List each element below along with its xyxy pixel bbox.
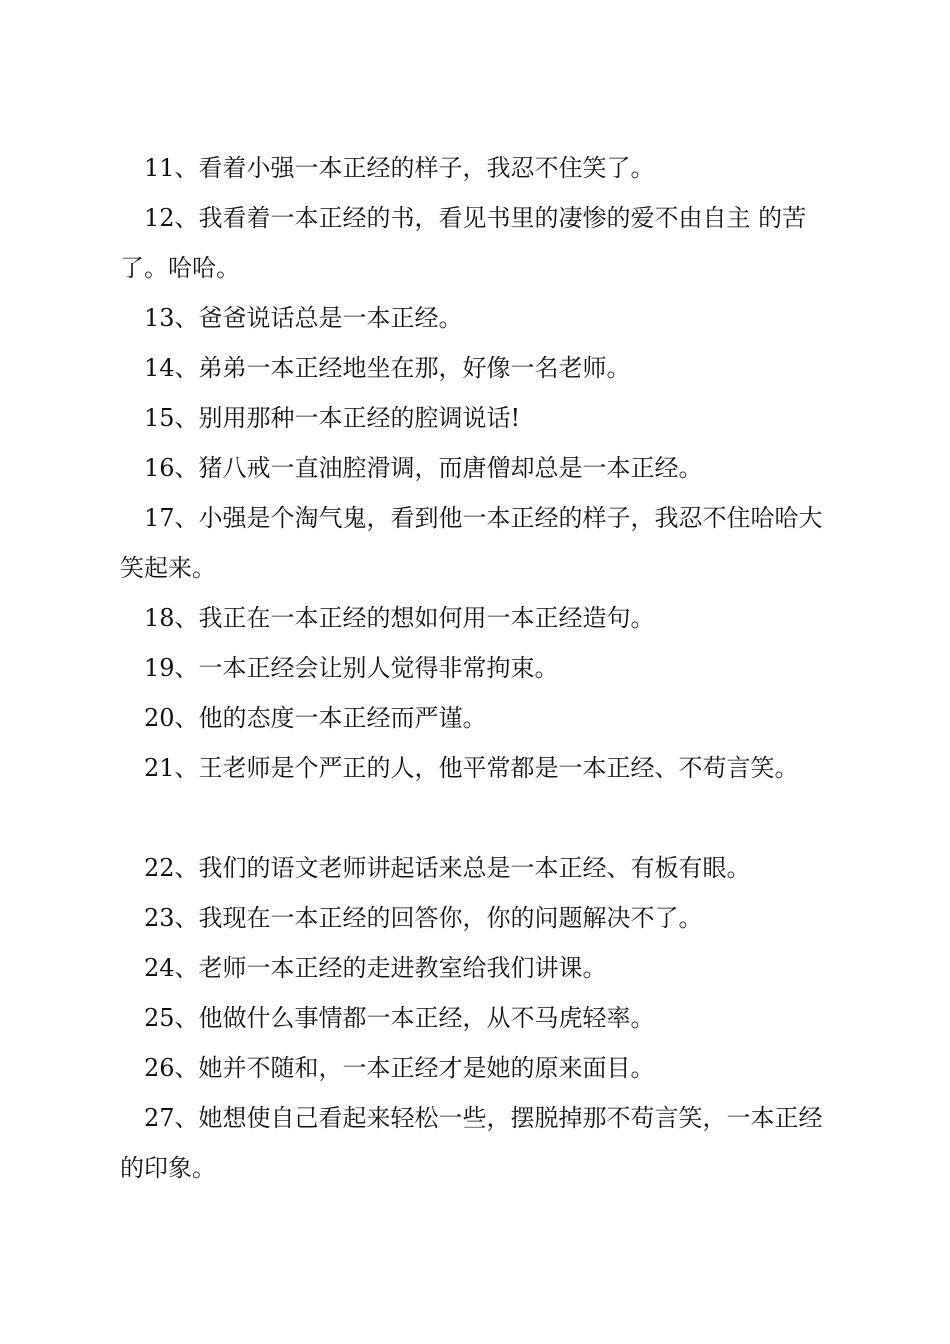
sentence-21: 21、王老师是个严正的人，他平常都是一本正经、不苟言笑。 <box>144 754 799 782</box>
sentence-18: 18、我正在一本正经的想如何用一本正经造句。 <box>144 604 655 632</box>
sentence-13: 13、爸爸说话总是一本正经。 <box>144 304 463 332</box>
sentence-12: 12、我看着一本正经的书，看见书里的凄惨的爱不由自主 的苦了。哈哈。 <box>120 204 807 282</box>
sentence-23: 23、我现在一本正经的回答你，你的问题解决不了。 <box>144 904 703 932</box>
sentence-20: 20、他的态度一本正经而严谨。 <box>144 704 487 732</box>
sentence-19: 19、一本正经会让别人觉得非常拘束。 <box>144 654 559 682</box>
document-body <box>120 143 832 1193</box>
sentence-22: 22、我们的语文老师讲起话来总是一本正经、有板有眼。 <box>144 854 751 882</box>
sentence-17: 17、小强是个淘气鬼，看到他一本正经的样子，我忍不住哈哈大笑起来。 <box>120 504 823 582</box>
sentence-24: 24、老师一本正经的走进教室给我们讲课。 <box>144 954 607 982</box>
sentence-27: 27、她想使自己看起来轻松一些，摆脱掉那不苟言笑，一本正经的印象。 <box>120 1104 823 1182</box>
sentence-11: 11、看着小强一本正经的样子，我忍不住笑了。 <box>144 154 655 182</box>
sentence-16: 16、猪八戒一直油腔滑调，而唐僧却总是一本正经。 <box>144 454 703 482</box>
sentence-14: 14、弟弟一本正经地坐在那，好像一名老师。 <box>144 354 631 382</box>
sentence-15: 15、别用那种一本正经的腔调说话! <box>144 404 521 432</box>
sentence-26: 26、她并不随和，一本正经才是她的原来面目。 <box>144 1054 655 1082</box>
paragraph-gap <box>120 793 832 843</box>
sentence-25: 25、他做什么事情都一本正经，从不马虎轻率。 <box>144 1004 655 1032</box>
